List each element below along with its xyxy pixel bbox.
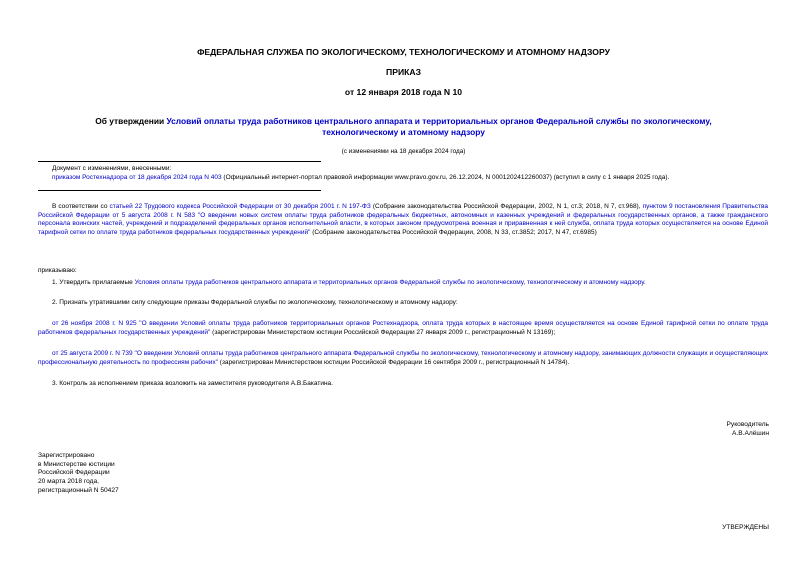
registration-block (38, 452, 119, 496)
registration-line-5: регистрационный N 50427 (38, 486, 119, 494)
signature-name: А.В.Алёшин (732, 429, 769, 437)
item-1-end: . (643, 279, 646, 286)
registration-line-4: 20 марта 2018 года, (38, 478, 99, 486)
item-2: 2. Признать утратившими силу следующие приказы Федеральной службы по экологическому, технологическому и атомному надзору: (52, 299, 458, 306)
bottom-divider (38, 190, 321, 191)
registration-line-2: в Министерстве юстиции (38, 460, 115, 468)
conditions-link[interactable]: Условия оплаты труда работников центрального аппарата и территориальных органов Федеральной службы по экологическому, технологическому и атомному надзору (134, 279, 644, 286)
changes-rest: (Официальный интернет-портал правовой информации www.pravo.gov.ru, 26.12.2024, N 0001202412260037) (вступил в силу с 1 января 2025 года). (221, 173, 670, 181)
document-title (60, 116, 747, 138)
item-1 (38, 279, 768, 288)
title-link[interactable]: Условий оплаты труда работников центрального аппарата и территориальных органов Федеральной службы по экологическому, технологическому и атомному надзору (166, 116, 712, 137)
changes-text (52, 174, 772, 183)
item-2b (38, 350, 768, 367)
labor-code-link[interactable]: статьей 22 Трудового кодекса Российской Федерации от 30 декабря 2001 г. N 197-ФЗ (109, 203, 371, 210)
approved-label: УТВЕРЖДЕНЫ (722, 524, 769, 531)
preamble-paragraph (38, 203, 768, 237)
item-2a (38, 320, 768, 337)
item-1-text: 1. Утвердить прилагаемые (52, 279, 135, 286)
edition-note: (с изменениями на 18 декабря 2024 года) (341, 148, 466, 155)
preamble-text-2: (Собрание законодательства Российской Федерации, 2002, N 1, ст.3; 2018, N 7, ст.968), (370, 203, 643, 210)
registration-line-1: Зарегистрировано (38, 452, 95, 459)
government-decree-link[interactable]: пунктом 9 постановления Правительства Российской Федерации от 5 августа 2008 г. N 583 "О введении новых систем оплаты труда работников федеральных бюджетных, автономных и казенных учреждений и федеральных государственных органов, а также гражданского персонала воинских частей, учреждений и подразделений федеральных органов исполнительной власти, в которых законом предусмотрена военная и приравненная к ней служба, оплата труда которых осуществляется на основе Единой тарифной сетки по оплате труда работников федеральных государственных учреждений" (38, 203, 768, 236)
order-word: приказываю: (38, 267, 77, 274)
registration-line-3: Российской Федерации (38, 469, 110, 477)
preamble-text-1: В соответствии со (52, 203, 110, 210)
preamble-text-3: (Собрание законодательства Российской Федерации, 2008, N 33, ст.3852; 2017, N 47, ст.6985) (310, 228, 597, 236)
changes-block (52, 165, 772, 182)
item-3: 3. Контроль за исполнением приказа возложить на заместителя руководителя А.В.Бакатина. (52, 380, 333, 387)
order-739-link[interactable]: от 25 августа 2009 г. N 739 "О введении Условий оплаты труда работников центрального аппарата Федеральной службы по экологическому, технологическому и атомному надзору, занимающих должности служащих и осуществляющих профессиональную деятельность по профессиям рабочих" (38, 350, 768, 366)
order-925-link[interactable]: от 26 ноября 2008 г. N 925 "О введении Условий оплаты труда работников территориальных органов Ростехнадзора, оплата труда которых в настоящее время осуществляется на основе Единой тарифной сетки по оплате труда работников федеральных государственных учреждений" (38, 320, 768, 336)
title-prefix: Об утверждении (95, 116, 167, 126)
top-divider (38, 161, 321, 162)
item-2a-rest: (зарегистрирован Министерством юстиции Российской Федерации 27 января 2009 г., регистрационный N 13169); (210, 328, 556, 336)
signature-block (727, 421, 769, 438)
signature-role: Руководитель (726, 421, 769, 428)
document-date: от 12 января 2018 года N 10 (344, 87, 463, 97)
item-2b-rest: (зарегистрирован Министерством юстиции Российской Федерации 16 сентября 2009 г., регистрационный N 14784). (217, 358, 570, 366)
document-type: ПРИКАЗ (386, 67, 421, 77)
agency-name: ФЕДЕРАЛЬНАЯ СЛУЖБА ПО ЭКОЛОГИЧЕСКОМУ, ТЕХНОЛОГИЧЕСКОМУ И АТОМНОМУ НАДЗОРУ (197, 47, 610, 57)
changes-link[interactable]: приказом Ростехнадзора от 18 декабря 2024 года N 403 (52, 173, 222, 181)
changes-label: Документ с изменениями, внесенными: (52, 165, 172, 172)
